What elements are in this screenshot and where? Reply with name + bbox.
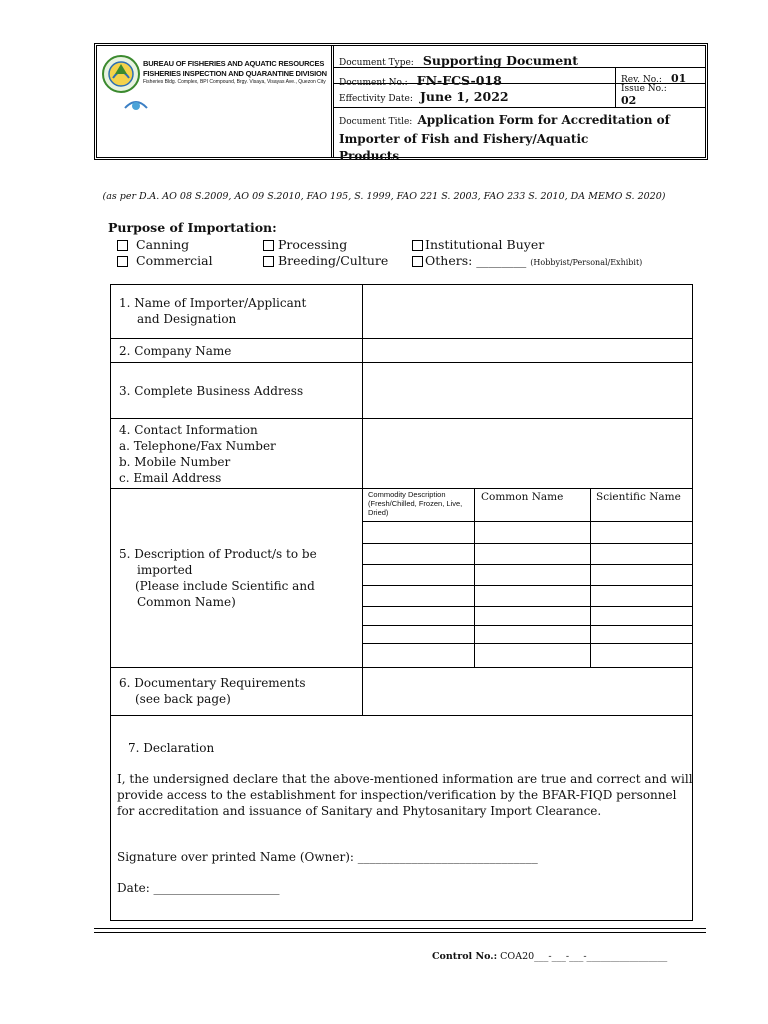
- product-col-scientific-header: Scientific Name: [596, 491, 681, 503]
- checkbox[interactable]: [412, 240, 423, 251]
- purpose-canning[interactable]: Canning: [117, 237, 189, 252]
- checkbox[interactable]: [412, 256, 423, 267]
- header-box-inner: [96, 45, 706, 163]
- declaration-line3: for accreditation and issuance of Sanitary and Phytosanitary Import Clearance.: [117, 804, 602, 818]
- control-number-label: Control No.:: [432, 951, 498, 962]
- row4-b-label: b. Mobile Number: [119, 455, 231, 469]
- doc-no-value: FN-FCS-018: [416, 73, 502, 88]
- division-name: FISHERIES INSPECTION AND QUARANTINE DIVISION: [143, 69, 327, 78]
- purpose-processing[interactable]: Processing: [263, 237, 347, 252]
- row1-label: 1. Name of Importer/Applicant: [119, 296, 307, 310]
- row6-label: 6. Documentary Requirements: [119, 676, 306, 690]
- application-form-table: [110, 284, 693, 921]
- purpose-commercial[interactable]: Commercial: [117, 253, 213, 268]
- row3-label: 3. Complete Business Address: [119, 384, 304, 398]
- importer-name-field[interactable]: [363, 286, 691, 337]
- purpose-institutional-buyer[interactable]: Institutional Buyer: [412, 237, 544, 252]
- reference-note: (as per D.A. AO 08 S.2009, AO 09 S.2010, FAO 195, S. 1999, FAO 221 S. 2003, FAO 233 S. 2010, DA MEMO S. 2020): [102, 191, 666, 202]
- agency-address: Fisheries Bldg. Complex, BPI Compound, Brgy. Visaya, Visayas Ave., Quezon City: [143, 79, 326, 85]
- doc-title-label: Document Title:: [339, 117, 413, 127]
- row5-note-cont: Common Name): [137, 595, 236, 609]
- checkbox[interactable]: [117, 240, 128, 251]
- signature-line[interactable]: Signature over printed Name (Owner): ______________________________: [117, 850, 538, 864]
- footer-rule-2: [94, 932, 706, 933]
- checkbox[interactable]: [263, 256, 274, 267]
- others-note: (Hobbyist/Personal/Exhibit): [530, 258, 643, 267]
- date-line[interactable]: Date: _____________________: [117, 881, 280, 895]
- control-number: [432, 951, 667, 962]
- row6-note: (see back page): [135, 692, 231, 706]
- documentary-requirements-field[interactable]: [363, 668, 691, 714]
- doc-no-label: Document No.:: [339, 78, 408, 88]
- declaration-title: 7. Declaration: [128, 741, 215, 755]
- declaration-line2: provide access to the establishment for inspection/verification by the BFAR-FIQD personnel: [117, 788, 677, 802]
- issue-no-label: Issue No.:: [621, 84, 667, 94]
- eff-date-label: Effectivity Date:: [339, 94, 413, 104]
- declaration-line1: I, the undersigned declare that the above-mentioned information are true and correct and will: [117, 772, 693, 786]
- row2-label: 2. Company Name: [119, 344, 232, 358]
- doc-type-value: Supporting Document: [422, 53, 579, 68]
- agency-name: BUREAU OF FISHERIES AND AQUATIC RESOURCES: [143, 59, 325, 68]
- row1-label-cont: and Designation: [137, 312, 237, 326]
- control-number-value: COA20___-___-___-_________________: [500, 951, 668, 962]
- contact-info-field[interactable]: [363, 419, 691, 487]
- rev-no-value: 01: [670, 72, 687, 85]
- bfar-logo: [101, 54, 141, 94]
- doc-title-line1: Application Form for Accreditation of: [417, 113, 670, 127]
- doc-type-label: Document Type:: [339, 58, 414, 68]
- purpose-breeding-culture[interactable]: Breeding/Culture: [263, 253, 388, 268]
- purpose-others[interactable]: Others: ________ (Hobbyist/Personal/Exhibit): [412, 253, 642, 268]
- row5-note: (Please include Scientific and: [135, 579, 315, 593]
- eff-date-value: June 1, 2022: [420, 89, 509, 104]
- issue-no-value: 02: [621, 94, 637, 107]
- row5-label-cont: imported: [137, 563, 193, 577]
- company-name-field[interactable]: [363, 339, 691, 361]
- footer-rule: [94, 928, 706, 929]
- product-col-commodity-header: Commodity Description (Fresh/Chilled, Frozen, Live, Dried): [368, 490, 463, 517]
- row4-label: 4. Contact Information: [119, 423, 258, 437]
- doc-title-line3: Products: [339, 149, 400, 163]
- checkbox[interactable]: [117, 256, 128, 267]
- rev-no-label: Rev. No.:: [621, 75, 662, 85]
- product-col-common-header: Common Name: [481, 491, 564, 503]
- row4-a-label: a. Telephone/Fax Number: [119, 439, 276, 453]
- purpose-title: Purpose of Importation:: [108, 220, 277, 235]
- row4-c-label: c. Email Address: [119, 471, 222, 485]
- checkbox[interactable]: [263, 240, 274, 251]
- business-address-field[interactable]: [363, 363, 691, 417]
- fiqd-logo: [121, 94, 151, 114]
- row5-label: 5. Description of Product/s to be: [119, 547, 317, 561]
- doc-title-line2: Importer of Fish and Fishery/Aquatic: [339, 132, 589, 146]
